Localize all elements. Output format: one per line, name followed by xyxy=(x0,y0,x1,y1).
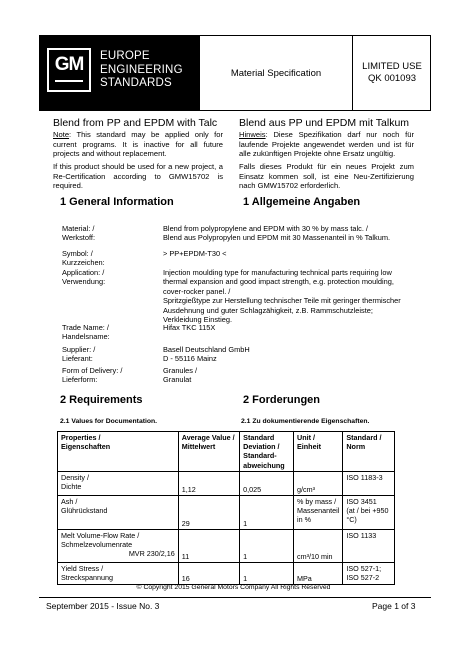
symbol-value: > PP+EPDM-T30 < xyxy=(163,249,227,258)
col-header-unit-en: Unit / xyxy=(297,433,315,442)
org-line-1: EUROPE xyxy=(100,50,150,62)
col-header-deviation-3: Standard- xyxy=(243,451,277,461)
property-name-de: Streckspannung xyxy=(61,573,113,583)
standard-line: ISO 1133 xyxy=(346,530,377,540)
gm-logo xyxy=(47,48,91,92)
note-de xyxy=(239,130,414,159)
org-line-2: ENGINEERING xyxy=(100,63,183,76)
cell-unit: cm³/10 min xyxy=(294,529,343,562)
subsection-2-1-en: 2.1 Values for Documentation. xyxy=(60,418,158,425)
footer-divider xyxy=(39,597,431,598)
note-en xyxy=(53,130,223,159)
material-value-de: Blend aus Polypropylen und EPDM mit 30 Massenanteil in % Talkum. xyxy=(163,233,391,243)
col-header-standard-de: Norm xyxy=(346,442,366,452)
application-value xyxy=(163,268,413,324)
col-header-unit-de: Einheit xyxy=(297,442,321,452)
property-name-en: Density / xyxy=(61,472,89,482)
header-brand-block xyxy=(40,36,200,110)
material-label-de: Werkstoff: xyxy=(62,233,95,243)
doc-number: QK 001093 xyxy=(367,73,417,84)
cell-standard xyxy=(343,529,395,562)
property-name-en: Melt Volume-Flow Rate / xyxy=(61,530,140,540)
supplier-label-en: Supplier: / xyxy=(62,345,96,354)
symbol-label xyxy=(62,249,105,268)
note-en-text: : This standard may be applied only for current programs. It is inactive for all future projects and without replacement. xyxy=(53,130,223,159)
col-header-deviation-4: abweichung xyxy=(243,460,285,470)
note-en-label: Note xyxy=(53,130,70,139)
col-header-average-de: Mittelwert xyxy=(181,442,216,452)
subsection-2-1-de: 2.1 Zu dokumentierende Eigenschaften. xyxy=(241,418,370,425)
cell-average: 11 xyxy=(178,529,239,562)
table-row xyxy=(58,495,395,529)
cell-standard xyxy=(343,471,395,495)
title-en: Blend from PP and EPDM with Talc xyxy=(53,117,218,129)
col-header-unit xyxy=(294,432,343,472)
trade-name-label-en: Trade Name: / xyxy=(62,323,109,332)
cell-deviation: 1 xyxy=(240,495,294,529)
doc-type: Material Specification xyxy=(230,67,322,79)
delivery-form-label-en: Form of Delivery: / xyxy=(62,366,123,375)
property-name-de: Schmelzevolumenrate xyxy=(61,540,133,550)
cell-property xyxy=(58,529,179,562)
doc-id-block xyxy=(352,36,431,110)
property-test-condition: MVR 230/2,16 xyxy=(128,549,175,559)
standard-line: ISO 527-1; xyxy=(346,563,382,573)
trade-name-value: Hifax TKC 115X xyxy=(163,323,216,332)
standard-line: ISO 3451 xyxy=(346,496,377,506)
cell-average: 29 xyxy=(178,495,239,529)
cell-property xyxy=(58,495,179,529)
standard-line: ISO 1183-3 xyxy=(346,472,383,482)
cell-property xyxy=(58,471,179,495)
supplier-address: D - 55116 Mainz xyxy=(163,354,217,364)
delivery-form-value-en: Granules / xyxy=(163,366,198,375)
application-label-en: Application: / xyxy=(62,268,105,277)
cell-unit: g/cm³ xyxy=(294,471,343,495)
symbol-label-de: Kurzzeichen: xyxy=(62,258,105,268)
cell-standard xyxy=(343,495,395,529)
col-header-property-en: Properties / xyxy=(61,433,101,442)
col-header-standard xyxy=(343,432,395,472)
cell-average: 16 xyxy=(178,562,239,584)
cell-unit: MPa xyxy=(294,562,343,584)
col-header-average xyxy=(178,432,239,472)
section-1-en: 1 General Information xyxy=(60,196,174,208)
delivery-form-label xyxy=(62,366,122,385)
cell-unit: % by mass / Massenanteil in % xyxy=(294,495,343,529)
table-header-row xyxy=(58,432,395,472)
property-name-de: Dichte xyxy=(61,482,82,492)
standard-line: ISO 527-2 xyxy=(346,573,380,583)
delivery-form-value-de: Granulat xyxy=(163,375,192,385)
col-header-standard-en: Standard / xyxy=(346,433,382,442)
note-en-2: If this product should be used for a new project, a Re-Certification according to GMW15702 is required. xyxy=(53,162,223,191)
cell-standard xyxy=(343,562,395,584)
supplier-company: Basell Deutschland GmbH xyxy=(163,345,250,354)
header-box xyxy=(39,35,431,111)
note-de-text: : Diese Spezifikation darf nur noch für laufende Projekte angewendet werden und ist für alle zukünftigen Projekte ohne Ersatz ungültig. xyxy=(239,130,414,159)
property-name-en: Yield Stress / xyxy=(61,563,104,573)
cell-deviation: 0,025 xyxy=(240,471,294,495)
table-row xyxy=(58,529,395,562)
property-name-en: Ash / xyxy=(61,496,78,506)
application-value-de: Spritzgießtype zur Herstellung technischer Teile mit geringer thermischer Ausdehnung und guter Schlagzähigkeit, z.B. Rammschutzleiste; Verkleidung Einstieg. xyxy=(163,296,401,325)
material-label xyxy=(62,224,95,243)
material-label-en: Material: / xyxy=(62,224,95,233)
supplier-value xyxy=(163,345,250,364)
cell-property xyxy=(58,562,179,584)
cell-deviation: 1 xyxy=(240,529,294,562)
standard-line: (at / bei +950 °C) xyxy=(346,506,389,525)
delivery-form-label-de: Lieferform: xyxy=(62,375,98,385)
section-1-de: 1 Allgemeine Angaben xyxy=(243,196,361,208)
application-label-de: Verwendung: xyxy=(62,277,106,287)
properties-table xyxy=(57,431,395,585)
application-label xyxy=(62,268,105,287)
trade-name-label-de: Handelsname: xyxy=(62,332,110,342)
material-value xyxy=(163,224,413,243)
trade-name-label xyxy=(62,323,110,342)
cell-average: 1,12 xyxy=(178,471,239,495)
footer-page-number: Page 1 of 3 xyxy=(372,601,416,611)
application-value-en: Injection moulding type for manufacturing technical parts requiring low thermal expansion and good impact strength, e.g. protection moulding, cover-rocker panel. / xyxy=(163,268,394,296)
restriction-label: LIMITED USE xyxy=(362,61,422,72)
col-header-property-de: Eigenschaften xyxy=(61,442,111,452)
col-header-deviation xyxy=(240,432,294,472)
col-header-deviation-1: Standard xyxy=(243,433,275,442)
table-row xyxy=(58,562,395,584)
section-2-de: 2 Forderungen xyxy=(243,394,321,406)
supplier-label-de: Lieferant: xyxy=(62,354,93,364)
org-line-3: STANDARDS xyxy=(100,77,172,89)
symbol-label-en: Symbol: / xyxy=(62,249,93,258)
col-header-property xyxy=(58,432,179,472)
cell-deviation: 1 xyxy=(240,562,294,584)
note-de-2: Falls dieses Produkt für ein neues Projekt zum Einsatz kommen soll, ist eine Neu-Zertifizierung nach GMW15702 erforderlich. xyxy=(239,162,414,191)
section-2-en: 2 Requirements xyxy=(60,394,143,406)
material-value-en: Blend from polypropylene and EPDM with 30 % by mass talc. / xyxy=(163,224,368,233)
title-de: Blend aus PP und EPDM mit Talkum xyxy=(239,117,410,129)
footer-date-issue: September 2015 - Issue No. 3 xyxy=(46,601,160,611)
col-header-deviation-2: Deviation / xyxy=(243,442,280,452)
delivery-form-value xyxy=(163,366,197,385)
supplier-label xyxy=(62,345,95,364)
copyright-notice: © Copyright 2015 General Motors Company All Rights Reserved xyxy=(136,584,331,591)
note-de-label: Hinweis xyxy=(239,130,266,139)
org-name xyxy=(100,50,183,91)
gm-logo-underline xyxy=(55,80,83,82)
col-header-average-en: Average Value / xyxy=(181,433,235,442)
gm-logo-letters: GM xyxy=(54,54,84,75)
property-name-de: Glührückstand xyxy=(61,506,108,516)
table-row xyxy=(58,471,395,495)
